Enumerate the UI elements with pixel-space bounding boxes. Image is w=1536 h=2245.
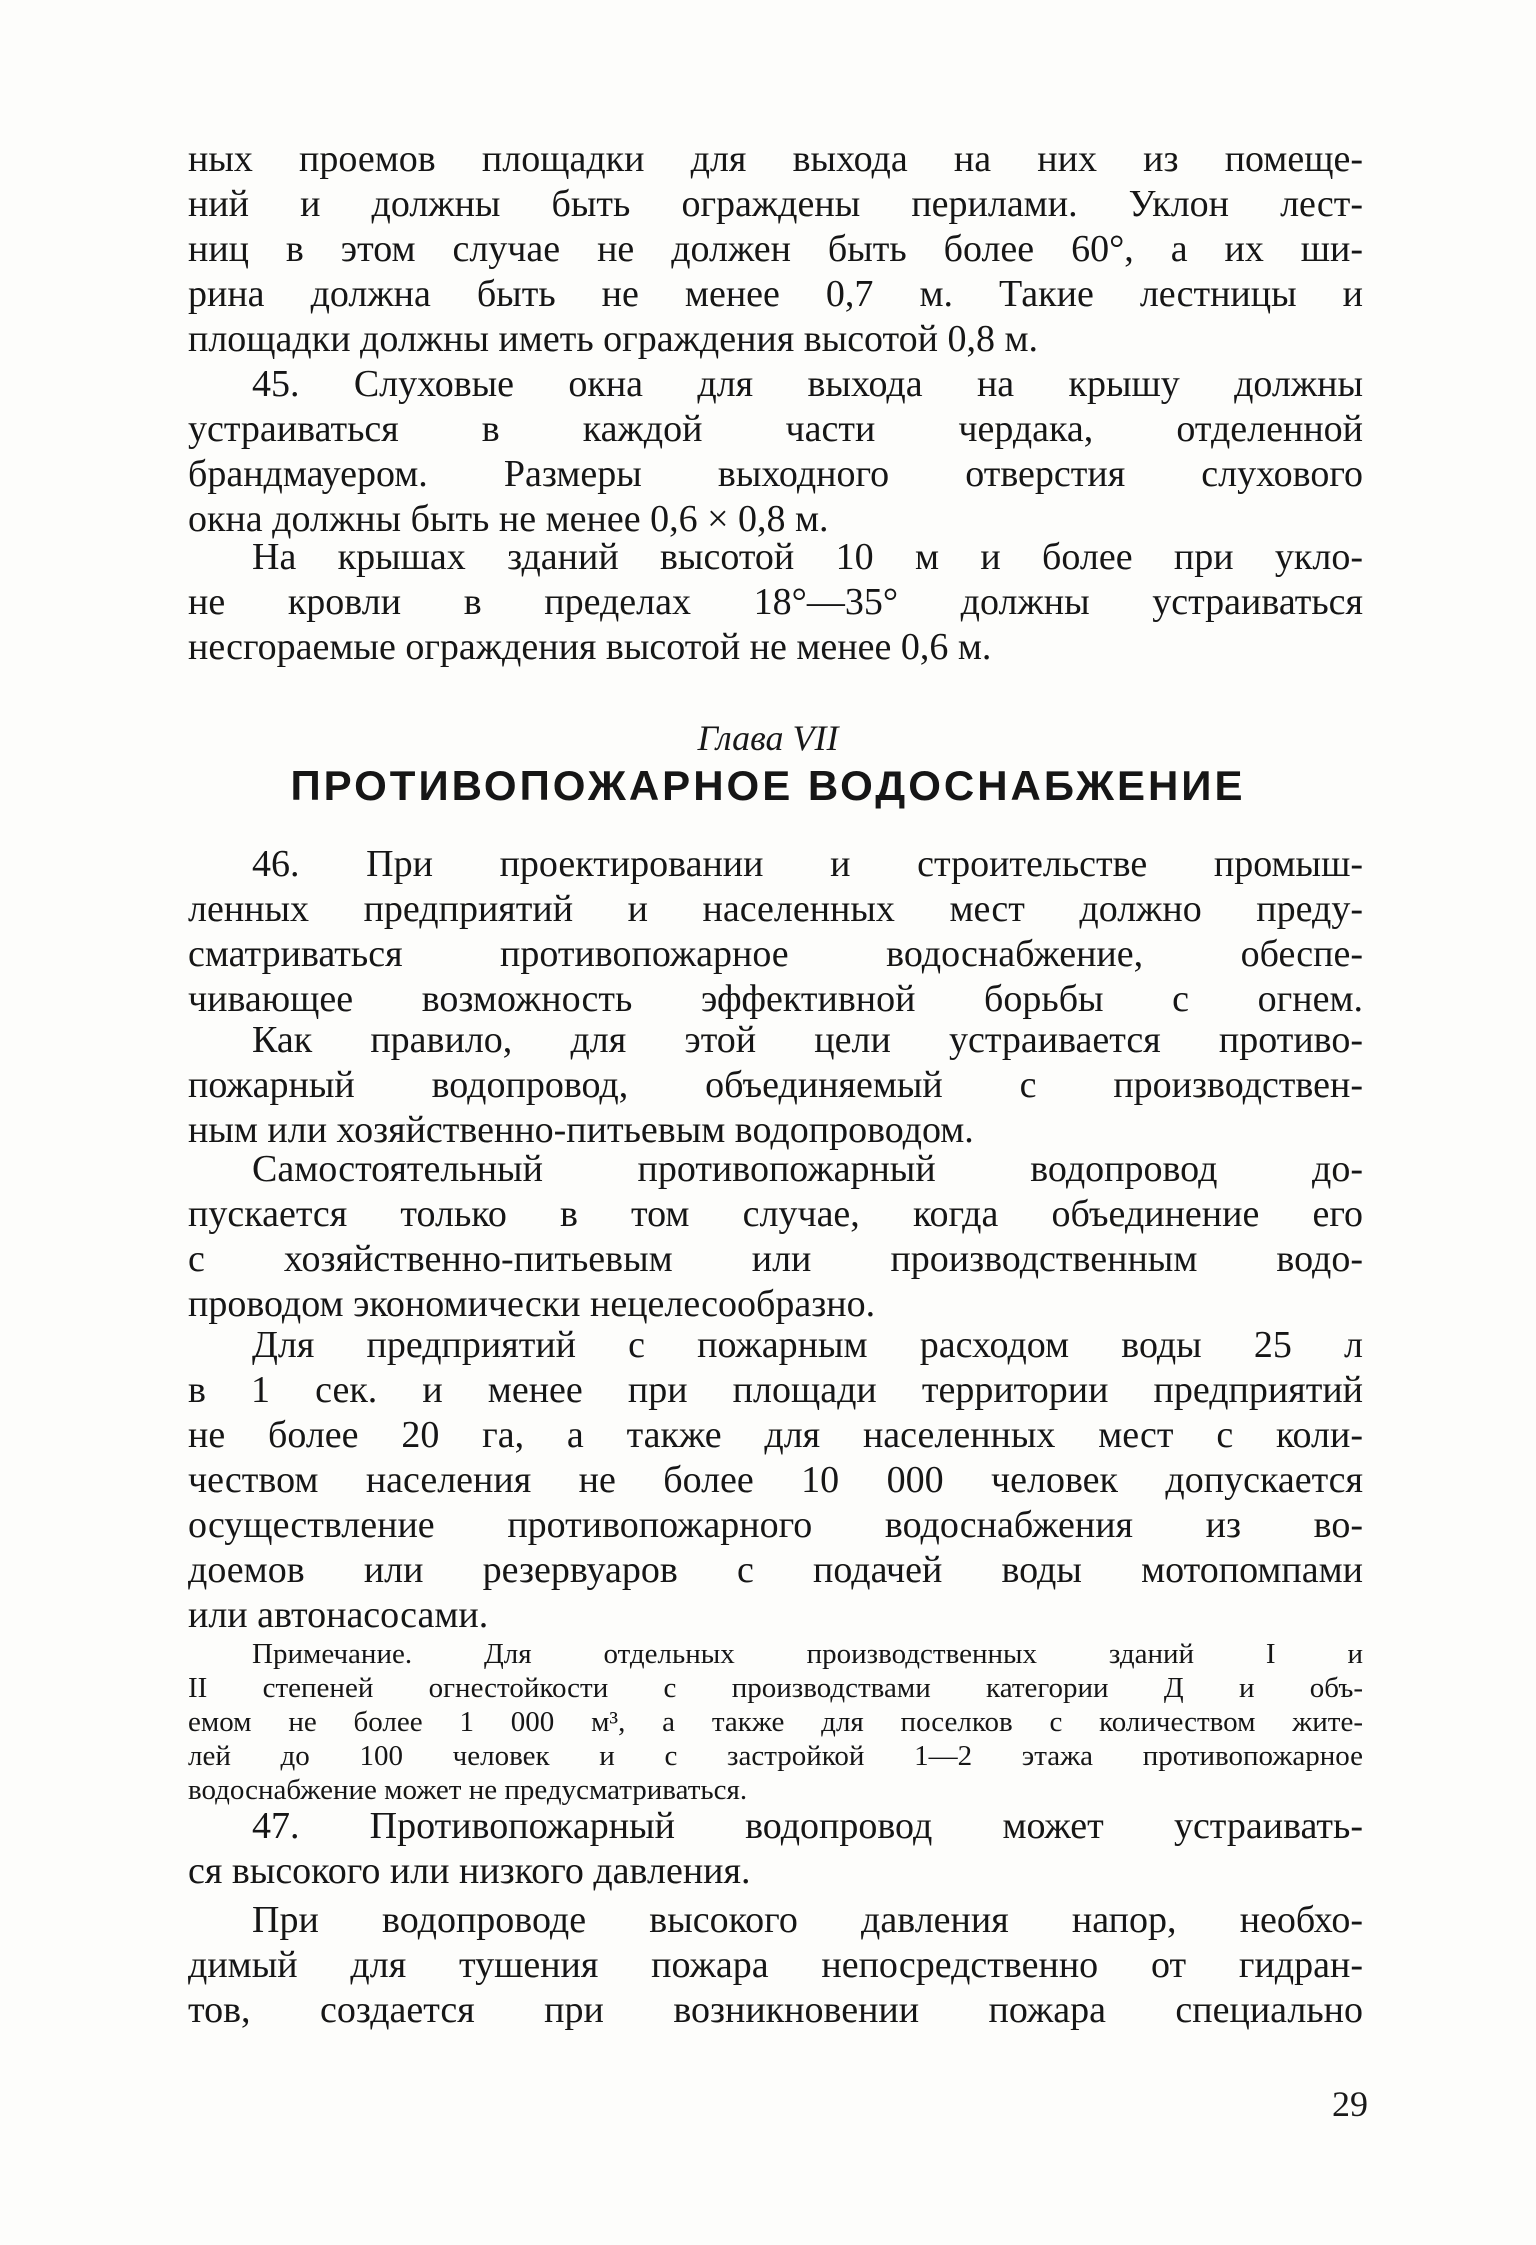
text-line: площадки должны иметь ограждения высотой 0,8 м. xyxy=(188,318,1039,360)
text-line: На крышах зданий высотой 10 м и более при укло- xyxy=(252,536,1363,578)
text-line: осуществление противопожарного водоснабжения из во- xyxy=(188,1504,1363,1546)
text-line: 46. При проектировании и строительстве промыш- xyxy=(252,843,1363,885)
note-line: Примечание. Для отдельных производственных зданий I и xyxy=(252,1638,1363,1670)
text-line: Самостоятельный противопожарный водопровод до- xyxy=(252,1148,1363,1190)
roof-paragraph xyxy=(188,535,1363,670)
note-line: водоснабжение может не предусматриваться. xyxy=(188,1774,748,1806)
text-line: Как правило, для этой цели устраивается противо- xyxy=(252,1019,1363,1061)
text-line: или автонасосами. xyxy=(188,1594,489,1636)
text-line: 47. Противопожарный водопровод может устраивать- xyxy=(252,1805,1363,1847)
rule-paragraph xyxy=(188,1018,1363,1153)
text-line: ний и должны быть ограждены перилами. Уклон лест- xyxy=(188,183,1363,225)
paragraph-47 xyxy=(188,1804,1363,1894)
note-line: II степеней огнестойкости с производствами категории Д и объ- xyxy=(188,1672,1363,1704)
text-line: в 1 сек. и менее при площади территории предприятий xyxy=(188,1369,1363,1411)
text-line: ленных предприятий и населенных мест должно преду- xyxy=(188,888,1363,930)
text-line: ся высокого или низкого давления. xyxy=(188,1850,751,1892)
text-line: брандмауером. Размеры выходного отверстия слухового xyxy=(188,453,1363,495)
text-line: с хозяйственно-питьевым или производственным водо- xyxy=(188,1238,1363,1280)
text-line: тов, создается при возникновении пожара специально xyxy=(188,1989,1363,2031)
text-line: ных проемов площадки для выхода на них из помеще- xyxy=(188,138,1363,180)
text-line: несгораемые ограждения высотой не менее 0,6 м. xyxy=(188,626,992,668)
text-line: ниц в этом случае не должен быть более 60°, а их ши- xyxy=(188,228,1363,270)
text-line: проводом экономически нецелесообразно. xyxy=(188,1283,876,1325)
text-line: рина должна быть не менее 0,7 м. Такие лестницы и xyxy=(188,273,1363,315)
separate-water-paragraph xyxy=(188,1147,1363,1327)
note-block xyxy=(188,1637,1363,1807)
page-number: 29 xyxy=(1332,2084,1368,2124)
text-line: чивающее возможность эффективной борьбы с огнем. xyxy=(188,978,1363,1020)
high-pressure-paragraph xyxy=(188,1898,1363,2033)
text-line: устраиваться в каждой части чердака, отделенной xyxy=(188,408,1363,450)
text-line: Для предприятий с пожарным расходом воды 25 л xyxy=(252,1324,1363,1366)
text-line: сматриваться противопожарное водоснабжение, обеспе- xyxy=(188,933,1363,975)
text-line: чеством населения не более 10 000 человек допускается xyxy=(188,1459,1363,1501)
enterprise-paragraph xyxy=(188,1323,1363,1638)
note-line: лей до 100 человек и с застройкой 1—2 этажа противопожарное xyxy=(188,1740,1363,1772)
intro-paragraph xyxy=(188,137,1363,362)
text-line: димый для тушения пожара непосредственно от гидран- xyxy=(188,1944,1363,1986)
note-line: емом не более 1 000 м³, а также для поселков с количеством жите- xyxy=(188,1706,1363,1738)
chapter-label: Глава VII xyxy=(697,718,839,758)
text-line: пожарный водопровод, объединяемый с производствен- xyxy=(188,1064,1363,1106)
text-line: не более 20 га, а также для населенных мест с коли- xyxy=(188,1414,1363,1456)
paragraph-46 xyxy=(188,842,1363,1022)
chapter-title: ПРОТИВОПОЖАРНОЕ ВОДОСНАБЖЕНИЕ xyxy=(290,762,1246,809)
text-line: пускается только в том случае, когда объединение его xyxy=(188,1193,1363,1235)
paragraph-45 xyxy=(188,362,1363,542)
text-line: доемов или резервуаров с подачей воды мотопомпами xyxy=(188,1549,1363,1591)
text-line: не кровли в пределах 18°—35° должны устраиваться xyxy=(188,581,1363,623)
text-line: При водопроводе высокого давления напор, необхо- xyxy=(252,1899,1363,1941)
text-line: 45. Слуховые окна для выхода на крышу должны xyxy=(252,363,1363,405)
text-line: ным или хозяйственно-питьевым водопроводом. xyxy=(188,1109,974,1151)
text-line: окна должны быть не менее 0,6 × 0,8 м. xyxy=(188,498,829,540)
